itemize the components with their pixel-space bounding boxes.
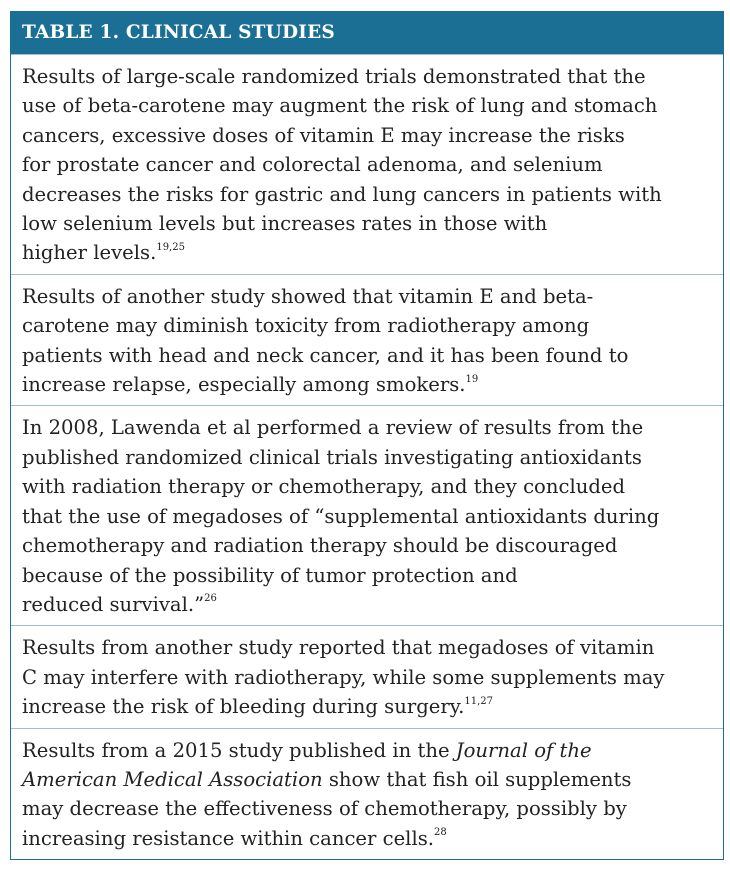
row-text-line [22, 238, 717, 267]
row-text-line [22, 765, 717, 794]
row-text-line: Results from another study reported that megadoses of vitamin [22, 636, 655, 660]
row-text-line: Results of large-scale randomized trials demonstrated that the [22, 65, 646, 88]
row-text-line: Results of another study showed that vitamin E and beta- [22, 284, 594, 308]
journal-name-part: American Medical Association [22, 767, 323, 791]
row-text-line: published randomized clinical trials investigating antioxidants [22, 445, 642, 469]
row-text-line: that the use of megadoses of “supplemental antioxidants during [22, 504, 660, 528]
row-text: increase relapse, especially among smokers. [22, 373, 466, 397]
table-row [11, 728, 723, 860]
table-row [11, 274, 723, 406]
row-text-line [22, 370, 717, 399]
row-text-line [22, 736, 717, 765]
row-text: increasing resistance within cancer cells. [22, 826, 434, 850]
row-text-line: with radiation therapy or chemotherapy, and they concluded [22, 475, 626, 499]
table-row [11, 54, 723, 274]
row-text: Results from a 2015 study published in the [22, 738, 456, 762]
row-text-line: low selenium levels but increases rates in those with [22, 212, 548, 236]
citation-superscript: 19,25 [156, 241, 185, 253]
citation-superscript: 11,27 [464, 695, 494, 707]
row-text-line: In 2008, Lawenda et al performed a review of results from the [22, 416, 644, 440]
table-title: TABLE 1. CLINICAL STUDIES [11, 12, 723, 54]
row-text-line: cancers, excessive doses of vitamin E may increase the risks [22, 123, 625, 147]
row-text: show that fish oil supplements [322, 767, 632, 791]
table-row [11, 405, 723, 625]
row-text-line: may decrease the effectiveness of chemotherapy, possibly by [22, 797, 627, 821]
row-text-line: C may interfere with radiotherapy, while some supplements may [22, 665, 665, 689]
row-text-line: chemotherapy and radiation therapy should be discouraged [22, 534, 618, 558]
row-text-line [22, 692, 717, 721]
row-text-line: patients with head and neck cancer, and it has been found to [22, 343, 629, 367]
citation-superscript: 28 [434, 827, 447, 839]
row-text-line: decreases the risks for gastric and lung cancers in patients with [22, 182, 662, 206]
row-text-line [22, 590, 717, 619]
row-text-line: use of beta-carotene may augment the risk of lung and stomach [22, 94, 658, 118]
citation-superscript: 19 [465, 373, 479, 385]
journal-name-part: Journal of the [455, 738, 592, 762]
row-text: increase the risk of bleeding during surgery. [22, 695, 465, 719]
row-text-line: because of the possibility of tumor protection and [22, 563, 518, 587]
row-text: higher levels. [22, 241, 157, 265]
row-text-line: for prostate cancer and colorectal adenoma, and selenium [22, 153, 603, 177]
table-row [11, 625, 723, 727]
citation-superscript: 26 [204, 593, 217, 605]
clinical-studies-table [10, 11, 724, 860]
row-text: reduced survival.” [22, 592, 205, 616]
row-text-line [22, 824, 717, 853]
row-text-line: carotene may diminish toxicity from radiotherapy among [22, 314, 590, 338]
